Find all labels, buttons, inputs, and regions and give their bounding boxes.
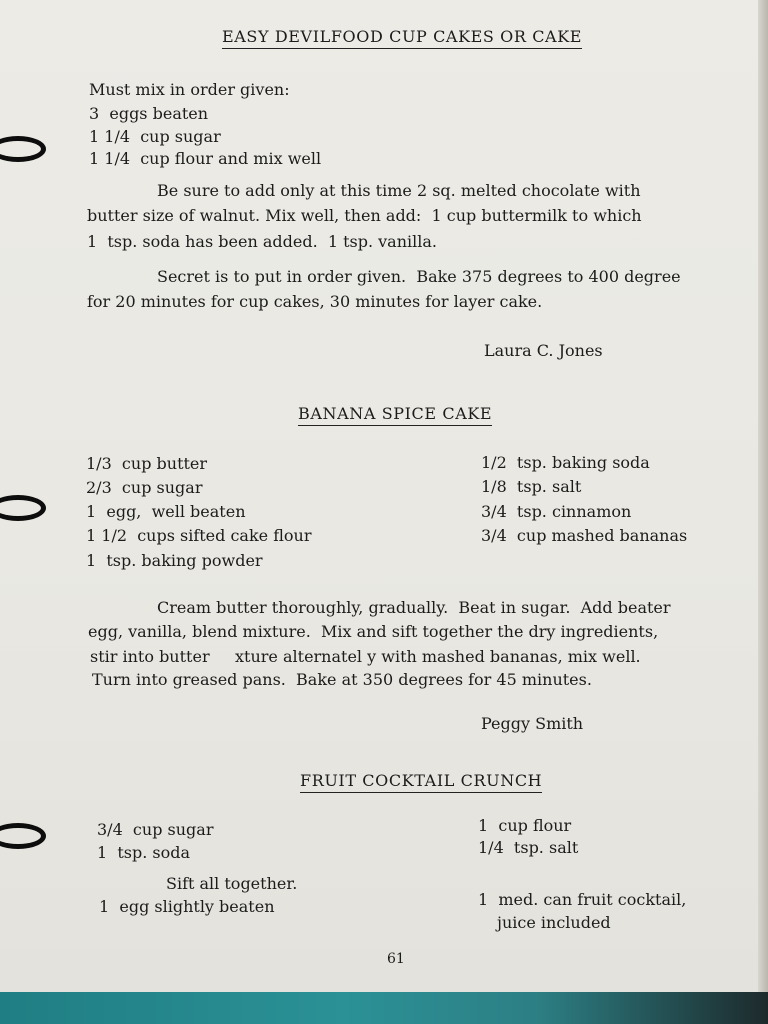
ingredient-line: 1 tsp. soda	[97, 843, 191, 862]
instruction-line: butter size of walnut. Mix well, then add: 1 cup buttermilk to which	[87, 206, 642, 225]
ingredient-line: 1 cup flour	[478, 816, 572, 835]
binder-ring	[0, 136, 46, 162]
ingredient-line: 1 1/2 cups sifted cake flour	[86, 526, 312, 545]
ingredient-line: 1 egg, well beaten	[86, 502, 246, 521]
recipe-author: Peggy Smith	[481, 714, 584, 733]
ingredient-line: 1/8 tsp. salt	[481, 477, 582, 496]
recipe-author: Laura C. Jones	[484, 341, 603, 360]
ingredient-line: 3 eggs beaten	[89, 104, 209, 123]
recipe-line: Must mix in order given:	[89, 80, 290, 99]
ingredient-line: juice included	[497, 913, 611, 932]
ingredient-line: 1 med. can fruit cocktail,	[478, 890, 687, 909]
instruction-line: 1 tsp. soda has been added. 1 tsp. vanilla.	[87, 232, 437, 251]
recipe-title: FRUIT COCKTAIL CRUNCH	[300, 771, 542, 793]
instruction-line: Turn into greased pans. Bake at 350 degrees for 45 minutes.	[92, 670, 592, 689]
background-fabric	[0, 992, 768, 1024]
ingredient-line: 3/4 tsp. cinnamon	[481, 502, 632, 521]
ingredient-line: 1/2 tsp. baking soda	[481, 453, 650, 472]
binder-ring	[0, 823, 46, 849]
instruction-line: Sift all together.	[166, 874, 298, 893]
ingredient-line: 3/4 cup sugar	[97, 820, 214, 839]
page-number: 61	[387, 951, 405, 967]
ingredient-line: 3/4 cup mashed bananas	[481, 526, 688, 545]
instruction-line: for 20 minutes for cup cakes, 30 minutes for layer cake.	[87, 292, 543, 311]
instruction-line: stir into butter xture alternatel y with mashed bananas, mix well.	[90, 647, 641, 666]
page-edge	[758, 0, 768, 996]
ingredient-line: 1/4 tsp. salt	[478, 838, 579, 857]
ingredient-line: 1 tsp. baking powder	[86, 551, 263, 570]
recipe-title: BANANA SPICE CAKE	[298, 404, 492, 426]
ingredient-line: 1 1/4 cup sugar	[89, 127, 221, 146]
ingredient-line: 1 egg slightly beaten	[99, 897, 275, 916]
recipe-title: EASY DEVILFOOD CUP CAKES OR CAKE	[222, 27, 582, 49]
binder-ring	[0, 495, 46, 521]
ingredient-line: 1 1/4 cup flour and mix well	[89, 149, 322, 168]
instruction-line: Be sure to add only at this time 2 sq. melted chocolate with	[157, 181, 641, 200]
instruction-line: Secret is to put in order given. Bake 375 degrees to 400 degree	[157, 267, 681, 286]
ingredient-line: 1/3 cup butter	[86, 454, 208, 473]
ingredient-line: 2/3 cup sugar	[86, 478, 203, 497]
instruction-line: egg, vanilla, blend mixture. Mix and sift together the dry ingredients,	[88, 622, 659, 641]
instruction-line: Cream butter thoroughly, gradually. Beat in sugar. Add beater	[157, 598, 671, 617]
